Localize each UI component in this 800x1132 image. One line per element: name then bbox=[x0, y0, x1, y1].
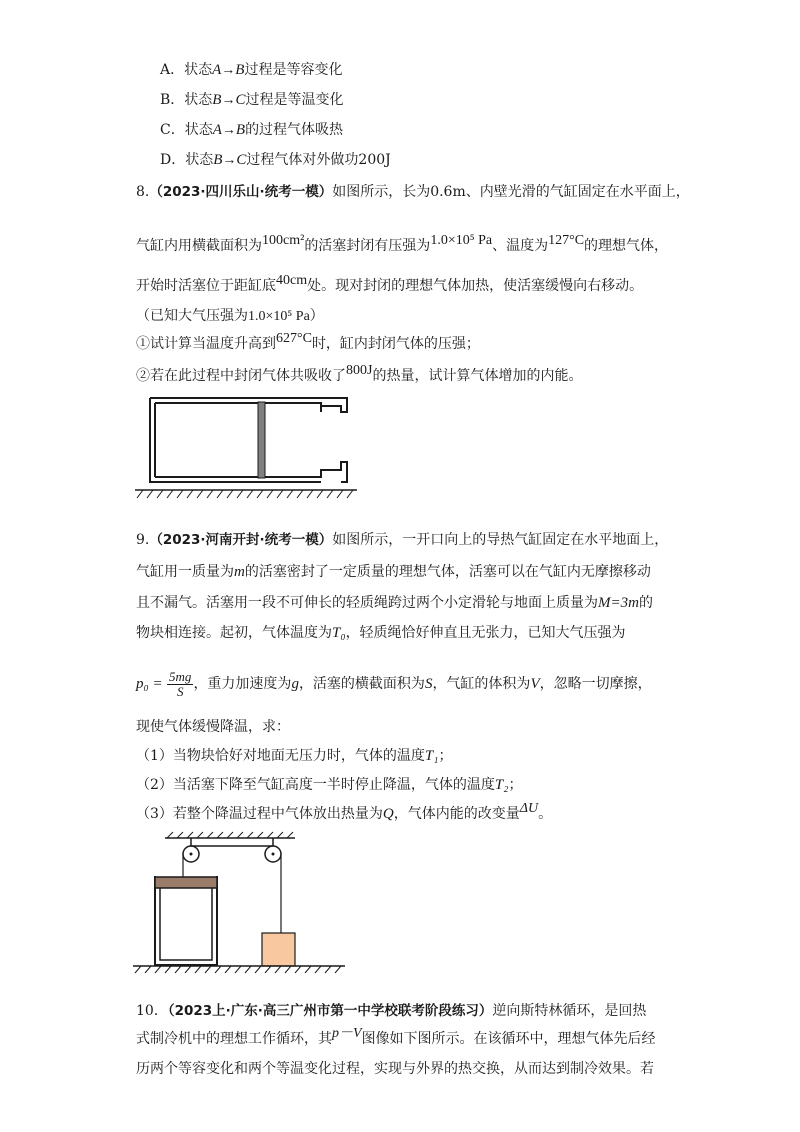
q8-line-1: 8.（2023·四川乐山·统考一模）如图所示，长为0.6m、内壁光滑的气缸固定在水平面上， bbox=[136, 184, 690, 200]
q10-line-1: 10．（2023上·广东·高三广州市第一中学校联考阶段练习）逆向斯特林循环，是回热 bbox=[136, 1003, 647, 1019]
q9-line-6: 现使气体缓慢降温，求： bbox=[136, 719, 290, 735]
option-a: A．状态A→B过程是等容变化 bbox=[160, 62, 343, 78]
piston bbox=[258, 402, 265, 478]
q9-line-3: 且不漏气。活塞用一段不可伸长的轻质绳跨过两个小定滑轮与地面上质量为M=3m的 bbox=[136, 595, 653, 611]
q9-source: （2023·河南开封·统考一模） bbox=[149, 532, 333, 548]
q8-line-4: （已知大气压强为1.0×10⁵ Pa） bbox=[136, 308, 324, 324]
q8-number: 8. bbox=[136, 184, 150, 200]
q10-line-2: 式制冷机中的理想工作循环，其p－V图像如下图所示。在该循环中，理想气体先后经 bbox=[136, 1026, 656, 1047]
block bbox=[262, 933, 295, 966]
q8-source: （2023·四川乐山·统考一模） bbox=[149, 184, 333, 200]
q8-line-6: ②若在此过程中封闭气体共吸收了800J的热量，试计算气体增加的内能。 bbox=[136, 363, 583, 384]
p0-fraction: $\frac{5mg}{S}$ bbox=[169, 668, 192, 699]
q9-pulley-figure bbox=[125, 830, 355, 980]
q9-line-1: 9.（2023·河南开封·统考一模）如图所示，一开口向上的导热气缸固定在水平地面上， bbox=[136, 532, 669, 548]
piston bbox=[155, 877, 217, 888]
q8-line-2: 气缸内用横截面积为100cm²的活塞封闭有压强为1.0×10⁵ Pa、温度为127°C的理想气体， bbox=[136, 233, 669, 254]
q8-cylinder-figure bbox=[125, 390, 365, 505]
q9-line-5: p₀ = $\frac{5mg}{S}$ ，重力加速度为g，活塞的横截面积为S，气缸的体积为V，忽略一切摩擦， bbox=[136, 668, 652, 699]
q9-number: 9. bbox=[136, 532, 150, 548]
q10-line-3: 历两个等容变化和两个等温变化过程，实现与外界的热交换，从而达到制冷效果。若 bbox=[136, 1061, 654, 1077]
q8-line-3: 开始时活塞位于距缸底40cm处。现对封闭的理想气体加热，使活塞缓慢向右移动。 bbox=[136, 273, 644, 294]
q9-subq-3: （3）若整个降温过程中气体放出热量为Q，气体内能的改变量ΔU。 bbox=[136, 801, 553, 822]
q8-line-5: ①试计算当温度升高到627°C时，缸内封闭气体的压强； bbox=[136, 331, 480, 352]
option-c: C．状态A→B的过程气体吸热 bbox=[160, 122, 344, 138]
q9-subq-1: （1）当物块恰好对地面无压力时，气体的温度T₁； bbox=[136, 748, 453, 764]
option-d: D．状态B→C过程气体对外做功200J bbox=[160, 152, 391, 168]
q10-source: （2023上·广东·高三广州市第一中学校联考阶段练习） bbox=[167, 1003, 493, 1019]
q9-subq-2: （2）当活塞下降至气缸高度一半时停止降温，气体的温度T₂； bbox=[136, 777, 523, 793]
q9-line-2: 气缸用一质量为m的活塞密封了一定质量的理想气体，活塞可以在气缸内无摩擦移动 bbox=[136, 564, 651, 580]
q10-number: 10． bbox=[136, 1003, 168, 1019]
option-b: B．状态B→C过程是等温变化 bbox=[160, 92, 344, 108]
q9-line-4: 物块相连接。起初，气体温度为T₀，轻质绳恰好伸直且无张力，已知大气压强为 bbox=[136, 625, 626, 641]
